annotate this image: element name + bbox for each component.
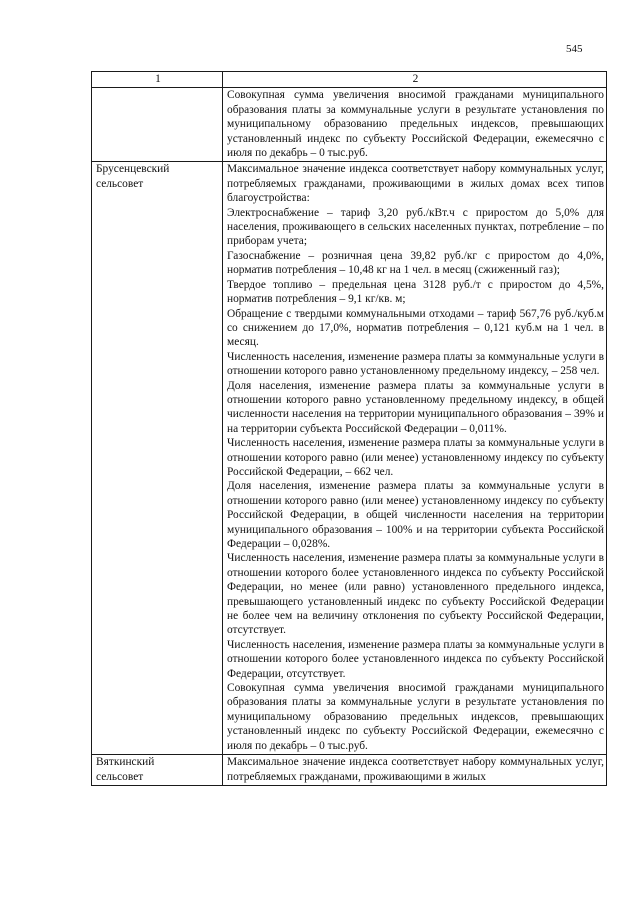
region-cell [92,755,223,786]
paragraph: Твердое топливо – предельная цена 3128 руб./т с приростом до 4,5%, норматив потребления – 9,1 кг/кв. м; [227,278,604,306]
region-cell [92,162,223,755]
paragraph: Доля населения, изменение размера платы за коммунальные услуги в отношении которого равно (или менее) установленному индексу по субъекту Российской Федерации, в общей численности населения на территории муниципального образования – 100% и на территории субъекта Российской Федерации – 0,028%. [227,480,604,550]
paragraph: Доля населения, изменение размера платы за коммунальные услуги в отношении которого равно установленному предельному индексу, в общей численности населения на территории муниципального образования – 39% и на территории субъекта Российской Федерации – 0,011%. [227,379,604,435]
column-header-2: 2 [223,72,607,88]
region-name: Брусенцевский сельсовет [96,163,170,190]
paragraph: Обращение с твердыми коммунальными отходами – тариф 567,76 руб./куб.м со снижением до 17,0%, норматив потребления – 0,121 куб.м на 1 чел. в месяц. [227,307,604,349]
content-cell [223,88,607,162]
table-row [92,88,607,162]
content-cell [223,162,607,755]
paragraph: Максимальное значение индекса соответствует набору коммунальных услуг, потребляемых гражданами, проживающими в жилых домах всех типов благоустройства: [227,163,604,205]
paragraph: Численность населения, изменение размера платы за коммунальные услуги в отношении которого равно (или менее) установленному индексу по субъекту Российской Федерации, – 662 чел. [227,437,604,478]
index-table [91,71,607,786]
region-cell [92,88,223,162]
paragraph: Совокупная сумма увеличения вносимой гражданами муниципального образования платы за коммунальные услуги в результате установления по муниципальному образованию предельных индексов, превышающих установленный индекс по субъекту Российской Федерации, ежемесячно с июля по декабрь – 0 тыс.руб. [227,682,604,752]
page-number: 545 [566,43,583,55]
paragraph: Электроснабжение – тариф 3,20 руб./кВт.ч с приростом до 5,0% для населения, проживающего в сельских населенных пунктах, потребление – по приборам учета; [227,206,604,248]
paragraph: Совокупная сумма увеличения вносимой гражданами муниципального образования платы за коммунальные услуги в результате установления по муниципальному образованию предельных индексов, превышающих установленный индекс по субъекту Российской Федерации, ежемесячно с июля по декабрь – 0 тыс.руб. [227,89,604,160]
paragraph: Численность населения, изменение размера платы за коммунальные услуги в отношении которого более установленного индекса по субъекту Российской Федерации, но менее (или равно) установленного предельного индекса, превышающего установленный индекс по субъекту Российской Федерации не более чем на величину отклонения по субъекту Российской Федерации, отсутствует. [227,552,604,637]
paragraph: Газоснабжение – розничная цена 39,82 руб./кг с приростом до 4,0%, норматив потребления – 10,48 кг на 1 чел. в месяц (сжиженный газ); [227,249,604,277]
table-row [92,755,607,786]
column-header-1: 1 [92,72,223,88]
table-row [92,162,607,755]
region-name: Вяткинский сельсовет [96,756,155,783]
content-cell [223,755,607,786]
paragraph: Максимальное значение индекса соответствует набору коммунальных услуг, потребляемых гражданами, проживающими в жилых [227,756,604,783]
paragraph: Численность населения, изменение размера платы за коммунальные услуги в отношении которого более установленного индекса по субъекту Российской Федерации, отсутствует. [227,638,604,680]
paragraph: Численность населения, изменение размера платы за коммунальные услуги в отношении которого равно установленному предельному индексу, – 258 чел. [227,350,604,378]
table-header-row [92,72,607,88]
